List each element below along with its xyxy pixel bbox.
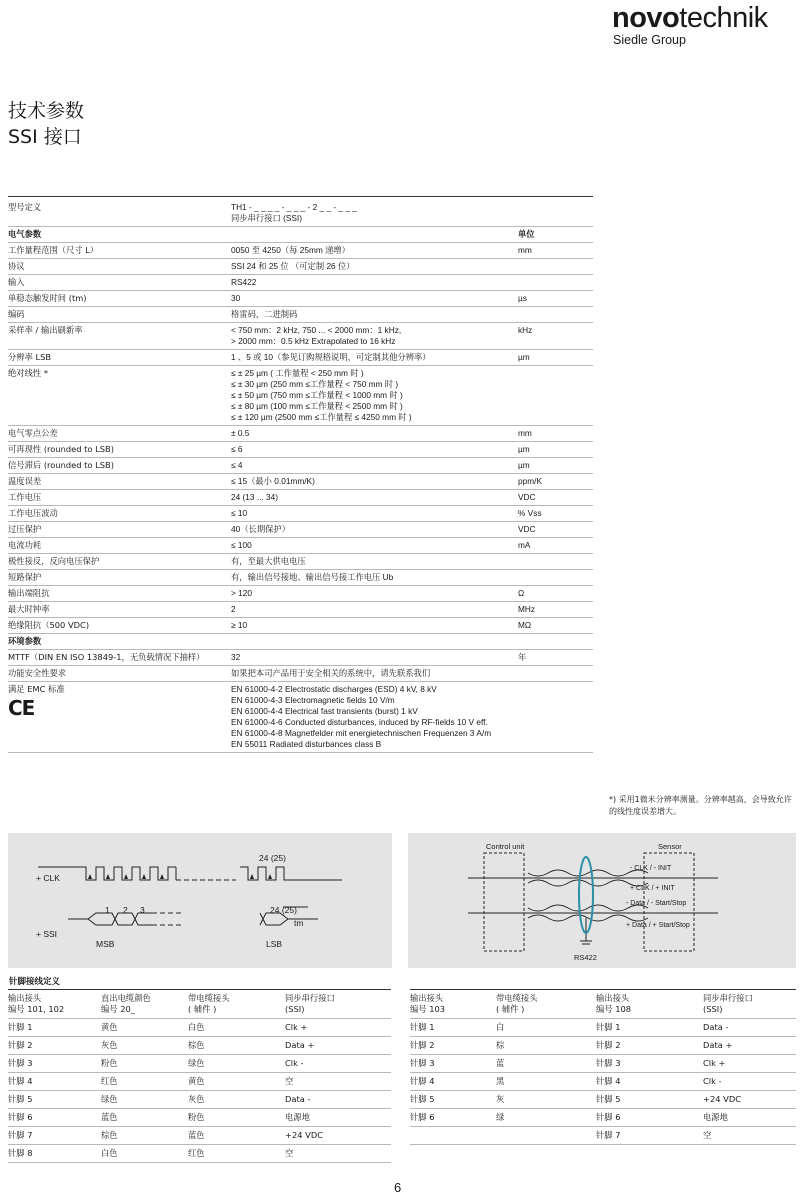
pin-cell: 红色	[188, 1145, 285, 1163]
spec-value	[231, 634, 518, 650]
pin-cell: 棕色	[101, 1127, 188, 1145]
pin-row	[410, 1109, 796, 1127]
spec-label: 分辨率 LSB	[8, 350, 231, 366]
ce-mark-icon: CE	[8, 696, 35, 720]
pin-row	[8, 1145, 391, 1163]
spec-row	[8, 474, 593, 490]
pin-assignment-heading: 针脚接线定义	[9, 977, 61, 987]
spec-unit: µm	[518, 442, 593, 458]
spec-unit	[518, 682, 593, 753]
rs422-label: RS422	[574, 953, 597, 962]
pin-cell: 绿	[496, 1109, 596, 1127]
spec-value: RS422	[231, 275, 518, 291]
spec-label: 工作电压波动	[8, 506, 231, 522]
pin-cell: 粉色	[188, 1109, 285, 1127]
spec-value: 24 (13 ... 34)	[231, 490, 518, 506]
pin-cell: 白色	[101, 1145, 188, 1163]
pin-row	[8, 1109, 391, 1127]
pin-column-header: 同步串行接口 (SSI)	[285, 990, 391, 1019]
pin-row	[8, 1127, 391, 1145]
spec-label: 功能安全性要求	[8, 666, 231, 682]
pin-row	[8, 1091, 391, 1109]
pin-cell: 电源地	[285, 1109, 391, 1127]
title-line-1: 技术参数	[8, 100, 85, 122]
spec-row	[8, 506, 593, 522]
bit-3: 3	[140, 905, 145, 915]
pin-column-header: 输出接头 编号 103	[410, 990, 496, 1019]
company-logo	[612, 2, 768, 47]
spec-row	[8, 442, 593, 458]
pin-cell	[496, 1127, 596, 1145]
spec-unit	[518, 197, 593, 227]
spec-value: SSI 24 和 25 位 （可定制 26 位）	[231, 259, 518, 275]
pin-cell: Clk +	[703, 1055, 796, 1073]
pin-table-left	[8, 989, 391, 1163]
spec-row	[8, 666, 593, 682]
spec-unit	[518, 634, 593, 650]
pin-cell: 针脚 6	[8, 1109, 101, 1127]
spec-row	[8, 554, 593, 570]
spec-unit: % Vss	[518, 506, 593, 522]
spec-value: 0050 至 4250（每 25mm 递增）	[231, 243, 518, 259]
spec-label: 可再现性 (rounded to LSB)	[8, 442, 231, 458]
spec-label: 协议	[8, 259, 231, 275]
pin-row	[410, 1127, 796, 1145]
pin-cell: 灰色	[188, 1091, 285, 1109]
pin-column-header: 输出接头 编号 108	[596, 990, 703, 1019]
timing-diagram	[8, 833, 392, 968]
pin-cell: 针脚 2	[596, 1037, 703, 1055]
pin-cell: 针脚 7	[8, 1127, 101, 1145]
spec-label: 绝缘阻抗（500 VDC)	[8, 618, 231, 634]
spec-row	[8, 350, 593, 366]
pin-cell: 针脚 8	[8, 1145, 101, 1163]
bit-1: 1	[105, 905, 110, 915]
spec-value: 有，输出信号接地、输出信号接工作电压 Ub	[231, 570, 518, 586]
tm-label: tm	[294, 918, 304, 928]
pin-cell: 电源地	[703, 1109, 796, 1127]
pin-cell: 白色	[188, 1019, 285, 1037]
pin-cell: 棕	[496, 1037, 596, 1055]
spec-label: 电流功耗	[8, 538, 231, 554]
pin-cell: 针脚 3	[8, 1055, 101, 1073]
pin-cell: +24 VDC	[703, 1091, 796, 1109]
spec-value: ≤ ± 25 µm ( 工作量程 < 250 mm 时 ) ≤ ± 30 µm (250 mm ≤工作量程 < 750 mm 时 ) ≤ ± 50 µm (750 mm ≤工作量程 < 1000 mm 时 ) ≤ ± 80 µm (100 mm ≤工作量程 < 2500 mm 时 ) ≤ ± 120 µm (2500 mm ≤工作量程 ≤ 4250 mm 时 )	[231, 366, 518, 426]
sensor-label: Sensor	[658, 842, 682, 851]
spec-row	[8, 259, 593, 275]
pin-cell: Data -	[285, 1091, 391, 1109]
pin-cell: 针脚 2	[410, 1037, 496, 1055]
spec-label: 工作量程范围（尺寸 L）	[8, 243, 231, 259]
spec-label: 输出端阻抗	[8, 586, 231, 602]
spec-unit: ppm/K	[518, 474, 593, 490]
pin-cell: 针脚 7	[596, 1127, 703, 1145]
pin-cell: 针脚 1	[596, 1019, 703, 1037]
pin-cell: 针脚 4	[410, 1073, 496, 1091]
pin-cell: 针脚 1	[8, 1019, 101, 1037]
spec-unit: 单位	[518, 227, 593, 243]
logo-wordmark: novotechnik	[612, 2, 768, 34]
spec-value: ≤ 10	[231, 506, 518, 522]
pin-cell: 空	[285, 1073, 391, 1091]
data-plus-label: + Data / + Start/Stop	[626, 922, 690, 929]
spec-value: 2	[231, 602, 518, 618]
spec-unit: kHz	[518, 323, 593, 350]
pin-cell: 针脚 4	[596, 1073, 703, 1091]
pin-table-right	[410, 989, 796, 1145]
title-line-2: SSI 接口	[8, 126, 82, 148]
spec-value: ≤ 15（最小 0.01mm/K)	[231, 474, 518, 490]
spec-label: 短路保护	[8, 570, 231, 586]
spec-label: 采样率 / 输出刷新率	[8, 323, 231, 350]
lsb-label: LSB	[266, 939, 283, 949]
logo-subtitle: Siedle Group	[613, 33, 686, 47]
pin-cell: 绿色	[188, 1055, 285, 1073]
spec-value: 如果把本司产品用于安全相关的系统中，请先联系我们	[231, 666, 518, 682]
spec-unit	[518, 666, 593, 682]
spec-row	[8, 426, 593, 442]
spec-label: 环境参数	[8, 634, 231, 650]
spec-row	[8, 197, 593, 227]
pin-cell: 灰色	[101, 1037, 188, 1055]
spec-row	[8, 458, 593, 474]
pin-column-header: 带电缆接头 ( 辅件 )	[496, 990, 596, 1019]
spec-value: 1 、5 或 10（参见订购规格说明，可定制其他分辨率）	[231, 350, 518, 366]
ssi-bit-count: 24 (25)	[270, 905, 297, 915]
spec-label: 过压保护	[8, 522, 231, 538]
spec-unit: µm	[518, 350, 593, 366]
spec-value: 格雷码，二进制码	[231, 307, 518, 323]
pin-cell: 黄色	[101, 1019, 188, 1037]
spec-label: 极性接反，反向电压保护	[8, 554, 231, 570]
spec-unit: mm	[518, 243, 593, 259]
pin-cell: 红色	[101, 1073, 188, 1091]
spec-unit: Ω	[518, 586, 593, 602]
spec-value: 32	[231, 650, 518, 666]
wiring-diagram	[408, 833, 796, 968]
bit-2: 2	[123, 905, 128, 915]
pin-row	[410, 1073, 796, 1091]
spec-unit: µs	[518, 291, 593, 307]
spec-unit	[518, 554, 593, 570]
spec-label: 工作电压	[8, 490, 231, 506]
page-number: 6	[394, 1180, 402, 1195]
pin-cell: 黄色	[188, 1073, 285, 1091]
spec-label: 电气参数	[8, 227, 231, 243]
spec-unit: VDC	[518, 522, 593, 538]
pin-column-header: 直出电缆颜色 编号 20_	[101, 990, 188, 1019]
clk-bit-count: 24 (25)	[259, 853, 286, 863]
pin-cell: 绿色	[101, 1091, 188, 1109]
timing-diagram-svg	[8, 833, 392, 968]
clk-label: + CLK	[36, 873, 60, 883]
spec-unit	[518, 307, 593, 323]
spec-row	[8, 227, 593, 243]
spec-label: 温度误差	[8, 474, 231, 490]
spec-value: < 750 mm：2 kHz, 750 ... < 2000 mm：1 kHz, > 2000 mm：0.5 kHz Extrapolated to 16 kHz	[231, 323, 518, 350]
pin-cell: 针脚 5	[8, 1091, 101, 1109]
pin-cell: 灰	[496, 1091, 596, 1109]
spec-row	[8, 570, 593, 586]
pin-cell: 空	[703, 1127, 796, 1145]
spec-row	[8, 522, 593, 538]
pin-cell: 蓝色	[101, 1109, 188, 1127]
pin-cell: 针脚 4	[8, 1073, 101, 1091]
spec-row	[8, 366, 593, 426]
pin-row	[8, 1055, 391, 1073]
spec-row	[8, 275, 593, 291]
spec-unit: mm	[518, 426, 593, 442]
pin-cell: Data +	[285, 1037, 391, 1055]
spec-label: 编码	[8, 307, 231, 323]
spec-row	[8, 602, 593, 618]
spec-value: ≤ 100	[231, 538, 518, 554]
spec-label: 电气零点公差	[8, 426, 231, 442]
pin-cell: 棕色	[188, 1037, 285, 1055]
spec-label: 型号定义	[8, 197, 231, 227]
spec-unit: 年	[518, 650, 593, 666]
spec-row	[8, 323, 593, 350]
pin-column-header: 输出接头 编号 101, 102	[8, 990, 101, 1019]
pin-row	[8, 1037, 391, 1055]
spec-row	[8, 586, 593, 602]
spec-unit: mA	[518, 538, 593, 554]
spec-row	[8, 682, 593, 753]
pin-row	[410, 1091, 796, 1109]
spec-value: 40（长期保护）	[231, 522, 518, 538]
spec-label: 满足 EMC 标准 CE	[8, 682, 231, 753]
pin-cell: 空	[285, 1145, 391, 1163]
spec-unit	[518, 259, 593, 275]
pin-cell: Data -	[703, 1019, 796, 1037]
clk-minus-label: - CLK / - INIT	[630, 865, 672, 872]
pin-cell: 蓝色	[188, 1127, 285, 1145]
spec-row	[8, 291, 593, 307]
pin-column-header: 同步串行接口 (SSI)	[703, 990, 796, 1019]
pin-cell: 针脚 6	[596, 1109, 703, 1127]
control-unit-label: Control unit	[486, 842, 525, 851]
ssi-label: + SSI	[36, 929, 58, 939]
spec-row	[8, 538, 593, 554]
spec-label: 最大时钟率	[8, 602, 231, 618]
spec-unit	[518, 275, 593, 291]
spec-value: ≤ 6	[231, 442, 518, 458]
spec-unit: µm	[518, 458, 593, 474]
spec-value: 30	[231, 291, 518, 307]
pin-row	[8, 1019, 391, 1037]
spec-label: 信号滞后 (rounded to LSB)	[8, 458, 231, 474]
spec-value: TH1 - _ _ _ _ - _ _ _ - 2 _ _ - _ _ _ 同步串行接口 (SSI)	[231, 197, 518, 227]
pin-cell: Clk -	[285, 1055, 391, 1073]
pin-cell: +24 VDC	[285, 1127, 391, 1145]
spec-row	[8, 243, 593, 259]
pin-row	[410, 1019, 796, 1037]
spec-row	[8, 618, 593, 634]
pin-cell: 针脚 3	[410, 1055, 496, 1073]
pin-cell: Data +	[703, 1037, 796, 1055]
pin-cell: 针脚 5	[410, 1091, 496, 1109]
pin-cell: 针脚 1	[410, 1019, 496, 1037]
pin-cell: 黑	[496, 1073, 596, 1091]
spec-value: EN 61000-4-2 Electrostatic discharges (ESD) 4 kV, 8 kV EN 61000-4-3 Electromagnetic fields 10 V/m EN 61000-4-4 Electrical fast transients (burst) 1 kV EN 61000-4-6 Conducted disturbances, induced by RF-fields 10 V eff. EN 61000-4-8 Magnetfelder mit energietechnischen Frequenzen 3 A/m EN 55011 Radiated disturbances class B	[231, 682, 518, 753]
pin-row	[410, 1037, 796, 1055]
pin-cell: 针脚 6	[410, 1109, 496, 1127]
pin-cell: 蓝	[496, 1055, 596, 1073]
pin-cell: 针脚 3	[596, 1055, 703, 1073]
pin-cell: 粉色	[101, 1055, 188, 1073]
spec-row	[8, 650, 593, 666]
pin-cell: 针脚 5	[596, 1091, 703, 1109]
pin-cell: Clk -	[703, 1073, 796, 1091]
pin-cell	[410, 1127, 496, 1145]
msb-label: MSB	[96, 939, 115, 949]
spec-value: ≤ 4	[231, 458, 518, 474]
spec-value: 有，至最大供电电压	[231, 554, 518, 570]
clk-plus-label: + CLK / + INIT	[630, 885, 675, 892]
spec-unit: MΩ	[518, 618, 593, 634]
spec-unit	[518, 366, 593, 426]
spec-value: ≥ 10	[231, 618, 518, 634]
spec-value: ± 0.5	[231, 426, 518, 442]
spec-label: 单稳态触发时间 (tm)	[8, 291, 231, 307]
spec-value: > 120	[231, 586, 518, 602]
pin-row	[410, 1055, 796, 1073]
spec-label: 输入	[8, 275, 231, 291]
pin-cell: 针脚 2	[8, 1037, 101, 1055]
data-minus-label: - Data / - Start/Stop	[626, 900, 687, 907]
wiring-diagram-svg	[408, 833, 796, 968]
spec-table	[8, 196, 593, 753]
spec-label: 绝对线性 *	[8, 366, 231, 426]
spec-row	[8, 634, 593, 650]
footnote: *) 采用1微米分辨率测量。分辨率越高，会导致允许的线性度误差增大。	[609, 795, 792, 816]
spec-row	[8, 490, 593, 506]
pin-column-header: 带电缆接头 ( 辅件 )	[188, 990, 285, 1019]
spec-label: MTTF（DIN EN ISO 13849-1，无负载情况下抽样）	[8, 650, 231, 666]
spec-value	[231, 227, 518, 243]
spec-unit	[518, 570, 593, 586]
spec-row	[8, 307, 593, 323]
spec-unit: VDC	[518, 490, 593, 506]
pin-row	[8, 1073, 391, 1091]
pin-cell: 白	[496, 1019, 596, 1037]
page-title	[8, 98, 84, 150]
spec-unit: MHz	[518, 602, 593, 618]
pin-cell: Clk +	[285, 1019, 391, 1037]
